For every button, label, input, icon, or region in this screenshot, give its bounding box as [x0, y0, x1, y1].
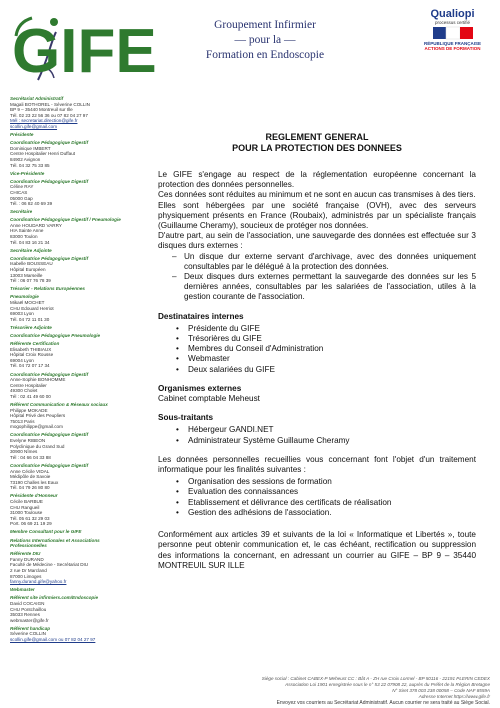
contact-line: Tél. 04 32 75 33 85 [10, 162, 50, 168]
document-title [158, 132, 476, 154]
contact-role: Webmaster [10, 587, 35, 593]
contact-line: Cécile BARBUE [10, 499, 43, 504]
contact-line: Evelyne RIBEON [10, 438, 46, 444]
contact-line: Séverine COLLIN [10, 631, 47, 637]
contact-line: mogophilippe@gmail.com [10, 424, 63, 430]
contact-email-link[interactable]: scollin.gife@gmail.com ou 07 82 04 27 97 [10, 637, 96, 643]
qualiopi-tagline: processus certifié [434, 20, 470, 25]
footer-siret: N° Siret 378 003 238 00058 – Code NAF 8559A [392, 688, 490, 693]
contact-line: CHU Rangueil [10, 504, 40, 510]
contact-line: 31000 Toulouse [10, 510, 43, 516]
contact-line: Tél. 04 72 07 17 34 [10, 363, 50, 369]
footer-mail-notice: Envoyez vos courriers au Secrétariat Administratif. Aucun courrier ne sera traité au Siège Social. [276, 700, 490, 706]
contact-role: Référente DIU [10, 551, 41, 557]
contact-role: Trésorier - Relations Européennes [10, 286, 85, 292]
contact-line: Dominique IMBERT [10, 145, 51, 151]
contact-block [10, 325, 130, 331]
paragraph-rights: Conformément aux articles 39 et suivants de la loi « Informatique et Libertés », toute personne peut obtenir communication et, le cas échéant, rectification ou suppression des informations la concernant, en adressant un courrier au GIFE – BP 9 – 35440 MONTREUIL SUR ILLE [158, 530, 476, 570]
contact-line: Philippe MOKADE [10, 407, 48, 413]
list-item: • Deux salariées du GIFE [176, 365, 476, 375]
contact-role: Coordinatrice Pédagogique Digestif [10, 178, 89, 184]
contact-line: Port. 06 69 21 19 29 [10, 521, 52, 527]
contact-block [10, 372, 130, 400]
contact-role: Secrétariat Administratif [10, 96, 64, 101]
contact-line: CHICAS [10, 189, 28, 195]
paragraph-backup: D'autre part, au sein de l'association, une sauvegarde des données est effectuée sur 3 disques durs externes : [158, 231, 476, 251]
contact-role: Coordinatrice Pédagogique Digestif / Pneumologie [10, 217, 121, 223]
contact-block [10, 248, 130, 254]
contact-block [10, 132, 130, 138]
contact-block [10, 96, 130, 130]
contact-line: Anne HOUDARD VARRY [10, 222, 62, 228]
contact-line: 73190 Challes les Eaux [10, 479, 59, 485]
list-item: • Webmaster [176, 354, 476, 364]
list-item: • Gestion des adhésions de l'association. [176, 508, 476, 518]
contact-role: Vice-Présidente [10, 170, 45, 176]
contact-line: David COCAIGN [10, 601, 45, 606]
contact-line: Faculté de Médecine - Secrétariat DIU [10, 562, 89, 568]
contact-role: Coordinatrice Pédagogique Digestif [10, 432, 89, 438]
contact-line: Tél : 06 07 76 78 39 [10, 278, 51, 284]
contact-block [10, 256, 130, 284]
contact-block [10, 595, 130, 623]
contact-block [10, 179, 130, 207]
internes-list [158, 324, 476, 375]
org-line-1: Groupement Infirmier [214, 19, 316, 31]
contact-line: Anne-Sophie BONHOMME [10, 377, 66, 383]
contact-line: Médipôle de Savoie [10, 474, 51, 480]
contact-block [10, 140, 130, 168]
org-line-3: Formation en Endoscopie [205, 49, 325, 61]
list-item: • Administrateur Système Guillaume Cheramy [176, 436, 476, 446]
contact-block [10, 217, 130, 245]
contact-role: Coordinatrice Pédagogique Pneumologie [10, 332, 101, 338]
contact-line: CHU Edouard Herriot [10, 305, 54, 311]
contact-block [10, 402, 130, 430]
contact-email-link[interactable]: Mél : secretariat.direction@gife.fr [10, 118, 78, 124]
contact-role: Secrétaire [10, 209, 33, 215]
contact-role: Secrétaire Adjointe [10, 247, 52, 253]
french-flag-icon [433, 27, 473, 39]
list-item: • Organisation des sessions de formation [176, 477, 476, 487]
contact-role: Coordinatrice Pédagogique Digestif [10, 462, 89, 468]
contact-line: 84902 Avignon [10, 156, 41, 162]
contact-block [10, 294, 130, 322]
contact-block [10, 341, 130, 369]
contact-line: Mikaël MOCHET [10, 300, 45, 305]
document-body [158, 132, 476, 571]
contact-block [10, 463, 130, 491]
contact-role: Pneumologie [10, 294, 39, 300]
contact-line: CHU Pontchaillou [10, 606, 47, 612]
backup-list [158, 252, 476, 303]
contact-role: Référent site infirmiers.com/Endoscopie [10, 595, 99, 601]
contact-role: Coordinatrice Pédagogique Digestif [10, 140, 89, 146]
contact-line: 35033 Rennes [10, 612, 40, 618]
contact-line: Tél. 02 23 22 56 36 ou 07 82 04 27 97 [10, 112, 88, 118]
contact-line: Tél. 04 72 11 01 30 [10, 316, 50, 322]
list-item: • Etablissement et délivrance des certificats de réalisation [176, 498, 476, 508]
contact-line: Tél. 04 83 16 21 34 [10, 239, 50, 245]
contact-line: Tél. 04 79 26 80 80 [10, 485, 50, 491]
contact-block [10, 587, 130, 593]
contact-block [10, 529, 130, 535]
contact-role: Présidente d'Honneur [10, 493, 58, 499]
contact-line: 2 rue Dr Marcland [10, 568, 47, 574]
contact-role: Trésorière Adjointe [10, 324, 52, 330]
contact-line: 05000 Gap [10, 195, 33, 201]
contact-line: Elisabeth THIBIAUX [10, 346, 52, 352]
list-item: • Présidente du GIFE [176, 324, 476, 334]
contact-role: Membre Consultant pour le GIFE [10, 529, 82, 535]
qualiopi-republique: RÉPUBLIQUE FRANÇAISE [423, 41, 481, 46]
section-title-soustraitants: Sous-traitants [158, 413, 214, 423]
contact-line: Centre Hospitalier [10, 382, 47, 388]
contact-line: Céline RAY [10, 184, 34, 190]
contact-line: 13003 Marseille [10, 272, 43, 278]
contact-block [10, 432, 130, 460]
contact-line: webmaster@gife.fr [10, 617, 49, 623]
contact-role: Présidente [10, 132, 34, 138]
title-line-1: REGLEMENT GENERAL [265, 132, 369, 142]
externes-text: Cabinet comptable Meheust [158, 394, 260, 404]
contact-line: 87000 Limoges [10, 573, 42, 579]
contact-line: Hôpital Européen [10, 267, 46, 273]
footer-siege: Siège social : Cabinet CABEX-P Meheust CC : Bât A - ZH rue Croix Lormel - BP 50116 - 22191 PLERIN CEDEX [261, 676, 490, 681]
organization-name [165, 18, 365, 63]
contact-line: 49300 Cholet [10, 388, 38, 394]
contact-email-link[interactable]: fanny.durand.gife@yahoo.fr [10, 579, 67, 585]
contact-line: 83000 Toulon [10, 234, 38, 240]
contact-line: 30900 Nîmes [10, 449, 38, 455]
list-item: • Hébergeur GANDI.NET [176, 425, 476, 435]
contact-line: Hôpital Croix Rousse [10, 352, 54, 358]
title-line-2: POUR LA PROTECTION DES DONNEES [232, 143, 402, 153]
logo-text: GIFE [12, 17, 157, 86]
contact-line: Centre Hospitalier Henri Duffaut [10, 151, 76, 157]
contact-role: Relations Internationales et Associations Professionnelles [10, 537, 100, 549]
contact-block [10, 286, 130, 292]
contact-block [10, 551, 130, 585]
qualiopi-category: ACTIONS DE FORMATION [424, 46, 481, 51]
contact-line: Tél : 04 66 04 33 88 [10, 454, 51, 460]
contact-line: Tél. 05 61 32 29 03 [10, 515, 50, 521]
section-title-externes: Organismes externes [158, 383, 242, 393]
contact-line: Polyclinique du Grand Sud [10, 443, 65, 449]
contact-block [10, 626, 130, 643]
contact-role: Coordinatrice Pédagogique Digestif [10, 255, 89, 261]
contact-block [10, 209, 130, 215]
finalites-list [158, 477, 476, 518]
org-line-2: — pour la — [234, 34, 296, 46]
contact-line: 75013 Paris [10, 418, 35, 424]
list-item: • Trésorières du GIFE [176, 334, 476, 344]
contact-line: Tél : 02 41 49 60 00 [10, 393, 51, 399]
contact-email-link[interactable]: scollin.gife@gmail.com [10, 123, 58, 129]
contact-line: Fanny DURAND [10, 556, 44, 562]
contact-block [10, 171, 130, 177]
contact-line: BP 9 – 35440 Montreuil sur Ille [10, 107, 73, 113]
paragraph-hosting: Elles sont hébergées par une société française (OVH), avec des serveurs physiquement présents en France (Roubaix), administrés par un spécialiste français (Guillaume Cheramy), soucieux de protéger nos données. [158, 200, 476, 231]
contacts-sidebar [10, 96, 130, 645]
contact-line: Tél. : 06 82 40 69 39 [10, 201, 53, 207]
paragraph-finalites: Les données personnelles recueillies vous concernant font l'objet d'un traitement informatique pour les finalités suivantes : [158, 454, 476, 475]
contact-line: Anne Cécile VIDAL [10, 468, 50, 474]
contact-line: Magali BOTHOREL - Séverine COLLIN [10, 101, 90, 107]
list-item: – Deux disques durs externes permettant la sauvegarde des données sur les 5 dernières années, consultables par les salariées de l'association, utiles à la gestion courante de l'association. [172, 272, 476, 303]
contact-line: 69004 Lyon [10, 357, 34, 363]
page-footer [130, 676, 490, 706]
paragraph-minimum: Ces données sont réduites au minimum et ne sont en aucun cas transmises à des tiers. [158, 190, 476, 200]
paragraph-commitment: Le GIFE s'engage au respect de la réglementation européenne concernant la protection des données personnelles. [158, 170, 476, 190]
section-title-internes: Destinataires internes [158, 311, 244, 321]
contact-role: Référent handicap [10, 625, 51, 631]
contact-block [10, 538, 130, 549]
soustraitants-list [158, 425, 476, 445]
list-item: – Un disque dur externe servant d'archivage, avec des données uniquement consultables par le délégué à la protection des données. [172, 252, 476, 272]
footer-association: Association Loi 1901 enregistrée sous le n° 53 22 07908 22, auprès du Préfet de la Région Bretagne [285, 682, 490, 687]
contact-role: Référente Certification [10, 341, 60, 347]
footer-website: Adresse Internet https://www.gife.fr [418, 694, 490, 699]
contact-role: Référent Communication & Réseaux sociaux [10, 402, 108, 407]
list-item: • Evaluation des connaissances [176, 487, 476, 497]
qualiopi-name: Qualiopi [430, 8, 475, 20]
qualiopi-badge [415, 8, 490, 51]
contact-line: Isabelle BOUSSEAU [10, 261, 53, 267]
list-item: • Membres du Conseil d'Administration [176, 344, 476, 354]
contact-line: Hôpital Privé des Peupliers [10, 413, 66, 419]
contact-role: Coordinatrice Pédagogique Digestif [10, 371, 89, 377]
contact-line: HIA Sainte Anne [10, 228, 44, 234]
contact-line: 69003 Lyon [10, 311, 34, 317]
gife-logo [10, 8, 157, 88]
contact-block [10, 333, 130, 339]
contact-block [10, 493, 130, 527]
